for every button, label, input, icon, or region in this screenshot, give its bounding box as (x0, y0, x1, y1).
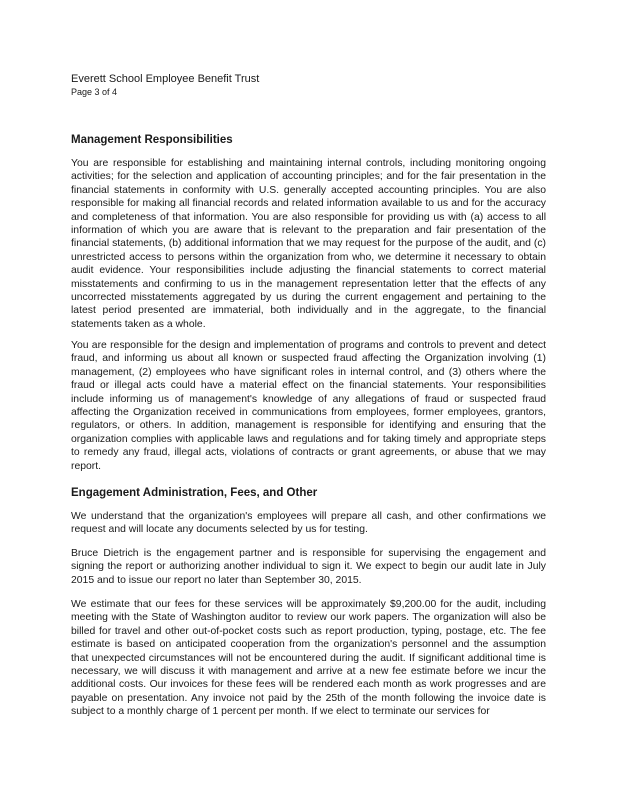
letter-header (71, 73, 259, 98)
header-title: Everett School Employee Benefit Trust (71, 73, 260, 85)
header-page-number: Page 3 of 4 (71, 87, 118, 97)
section-heading-management-responsibilities: Management Responsibilities (71, 134, 233, 146)
paragraph-management-2: You are responsible for the design and implementation of programs and controls to prevent and detect fraud, and informing us about all known or suspected fraud affecting the Organization involving (1) management, (2) employees who have significant roles in internal control, and (3) others where the fraud or illegal acts could have a material effect on the financial statements. Your responsibilities include informing us of management's knowledge of any allegations of fraud or suspected fraud affecting the Organization received in communications from employees, former employees, grantors, regulators, or others. In addition, management is responsible for identifying and ensuring that the organization complies with applicable laws and regulations and for taking timely and appropriate steps to remedy any fraud, illegal acts, violations of contracts or grant agreements, or abuse that we may report. (71, 340, 546, 472)
paragraph-engagement-2: Bruce Dietrich is the engagement partner and is responsible for supervising the engagement and signing the report or authorizing another individual to sign it. We expect to begin our audit late in July 2015 and to issue our report no later than September 30, 2015. (71, 548, 546, 586)
paragraph-engagement-3: We estimate that our fees for these services will be approximately $9,200.00 for the audit, including meeting with the State of Washington auditor to review our work papers. The organization will also be billed for travel and other out-of-pocket costs such as report production, typing, postage, etc. The fee estimate is based on anticipated cooperation from the organization's personnel and the assumption that unexpected circumstances will not be encountered during the audit. If significant additional time is necessary, we will discuss it with management and arrive at a new fee estimate before we incur the additional costs. Our invoices for these fees will be rendered each month as work progresses and are payable on presentation. Any invoice not paid by the 25th of the month following the invoice date is subject to a monthly charge of 1 percent per month. If we elect to terminate our services for (71, 599, 546, 718)
paragraph-management-1: You are responsible for establishing and maintaining internal controls, including monitoring ongoing activities; for the selection and application of accounting principles; and for the fair presentation in the financial statements in conformity with U.S. generally accepted accounting principles. You are also responsible for making all financial records and related information available to us and for the accuracy and completeness of that information. You are also responsible for providing us with (a) access to all information of which you are aware that is relevant to the preparation and fair presentation of the financial statements, (b) additional information that we may request for the purpose of the audit, and (c) unrestricted access to persons within the organization from who, we determine it necessary to obtain audit evidence. Your responsibilities include adjusting the financial statements to correct material misstatements and confirming to us in the management representation letter that the effects of any uncorrected misstatements aggregated by us during the current engagement and pertaining to the latest period presented are immaterial, both individually and in the aggregate, to the financial statements taken as a whole. (71, 158, 546, 330)
paragraph-engagement-1: We understand that the organization's employees will prepare all cash, and other confirmations we request and will locate any documents selected by us for testing. (71, 511, 546, 536)
section-heading-engagement-administration: Engagement Administration, Fees, and Other (71, 487, 318, 499)
